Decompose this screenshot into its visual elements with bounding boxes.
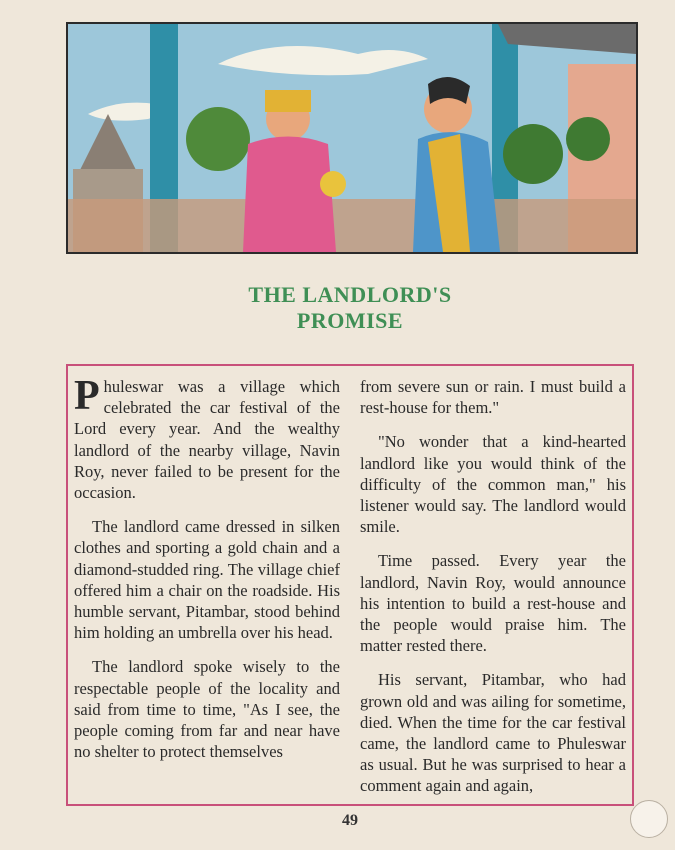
story-illustration: [66, 22, 638, 254]
paragraph: The landlord came dressed in silken clothes and sporting a gold chain and a diamond-studded ring. The village chief offered him a chair on the roadside. His humble servant, Pitambar, stood behind him holding an umbrella over his head.: [74, 517, 340, 643]
title-line-2: PROMISE: [296, 308, 404, 333]
paragraph-text: huleswar was a village which celebrated the car festival of the Lord every year. And the wealthy landlord of the nearby village, Navin Roy, never failed to be present for the occasion.: [74, 377, 340, 503]
paragraph: [74, 373, 340, 503]
paragraph: Time passed. Every year the landlord, Navin Roy, would announce his intention to build a rest-house and the people would praise him. The matter rested there.: [360, 551, 626, 656]
title-line-1: THE LANDLORD'S: [248, 282, 452, 307]
paragraph: The landlord spoke wisely to the respectable people of the locality and said from time to time, "As I see, the people coming from far and near have no shelter to protect themselves: [74, 657, 340, 762]
paragraph: His servant, Pitambar, who had grown old and was ailing for sometime, died. When the time for the car festival came, the landlord came to Phuleswar as usual. But he was surprised to hear a comment again and again,: [360, 670, 626, 796]
story-text-box: [66, 364, 634, 806]
story-column-left: [74, 373, 340, 775]
paragraph: from severe sun or rain. I must build a rest-house for them.": [360, 377, 626, 418]
drop-cap: P: [74, 373, 100, 419]
page-number: 49: [342, 812, 358, 829]
publisher-logo-icon: [630, 800, 668, 838]
paragraph: "No wonder that a kind-hearted landlord like you would think of the difficulty of the common man," his listener would say. The landlord would smile.: [360, 432, 626, 537]
story-title: [0, 282, 675, 334]
illustration-scene: [68, 24, 636, 252]
story-column-right: [360, 376, 626, 810]
